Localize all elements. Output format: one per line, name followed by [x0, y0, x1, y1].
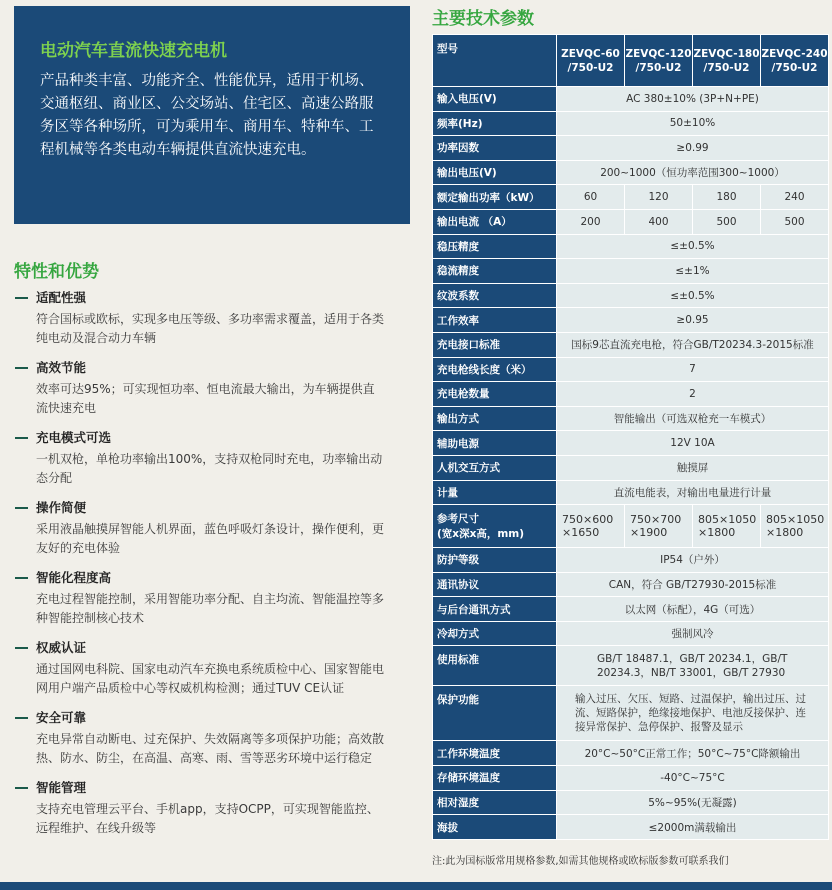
dash-icon — [15, 577, 28, 579]
cell: 500 — [761, 209, 829, 234]
dash-icon — [15, 717, 28, 719]
row-label: 工作效率 — [433, 308, 557, 333]
cell: 60 — [557, 185, 625, 210]
row-value: ≥0.99 — [557, 136, 829, 161]
feature-item — [14, 569, 384, 628]
table-row — [433, 621, 829, 646]
model-header: ZEVQC-180 /750-U2 — [693, 35, 761, 87]
row-label: 稳流精度 — [433, 259, 557, 284]
row-label: 保护功能 — [433, 686, 557, 741]
row-label: 冷却方式 — [433, 621, 557, 646]
row-value: ≥0.95 — [557, 308, 829, 333]
feature-name: 安全可靠 — [36, 710, 87, 725]
table-row — [433, 505, 829, 548]
row-label: 功率因数 — [433, 136, 557, 161]
table-row — [433, 357, 829, 382]
feature-item — [14, 429, 384, 488]
row-label: 充电枪数量 — [433, 382, 557, 407]
feature-name: 适配性强 — [36, 290, 87, 305]
row-value: 直流电能表，对输出电量进行计量 — [557, 480, 829, 505]
dash-icon — [15, 437, 28, 439]
feature-desc: 通过国网电科院、国家电动汽车充换电系统质检中心、国家智能电网用户端产品质检中心等权威机构检测；通过TUV CE认证 — [36, 662, 385, 695]
table-row — [433, 87, 829, 112]
row-value: ≤2000m满载输出 — [557, 815, 829, 840]
table-row — [433, 382, 829, 407]
cell: 120 — [625, 185, 693, 210]
cell: 500 — [693, 209, 761, 234]
cell: 805×1050 ×1800 — [693, 505, 761, 548]
spec-heading: 主要技术参数 — [432, 9, 534, 29]
table-row — [433, 572, 829, 597]
table-row — [433, 406, 829, 431]
product-title: 电动汽车直流快速充电机 — [40, 41, 227, 61]
cell: 750×600 ×1650 — [557, 505, 625, 548]
row-label: 充电枪线长度（米） — [433, 357, 557, 382]
cell: 200 — [557, 209, 625, 234]
feature-desc: 充电过程智能控制，采用智能功率分配、自主均流、智能温控等多种智能控制核心技术 — [36, 592, 385, 625]
cell: 805×1050 ×1800 — [761, 505, 829, 548]
feature-name: 智能管理 — [36, 780, 87, 795]
features-list — [14, 289, 384, 849]
table-row — [433, 455, 829, 480]
table-row — [433, 480, 829, 505]
row-label: 人机交互方式 — [433, 455, 557, 480]
row-label: 充电接口标准 — [433, 332, 557, 357]
intro-panel — [14, 6, 410, 224]
row-value: 智能输出（可选双枪充一车模式） — [557, 406, 829, 431]
dash-icon — [15, 367, 28, 369]
feature-item — [14, 639, 384, 698]
row-value: 200~1000（恒功率范围300~1000） — [557, 160, 829, 185]
feature-desc: 效率可达95%；可实现恒功率、恒电流最大输出，为车辆提供直流快速充电 — [36, 382, 375, 415]
table-row — [433, 790, 829, 815]
feature-name: 高效节能 — [36, 360, 87, 375]
model-header: ZEVQC-240 /750-U2 — [761, 35, 829, 87]
row-value: 输入过压、欠压、短路、过温保护，输出过压、过流、短路保护，绝缘接地保护、电池反接保护、连接异常保护、急停保护、报警及显示 — [557, 686, 829, 741]
table-row — [433, 35, 829, 87]
feature-desc: 一机双枪，单枪功率输出100%，支持双枪同时充电，功率输出动态分配 — [36, 452, 383, 485]
table-row — [433, 209, 829, 234]
row-value: 50±10% — [557, 111, 829, 136]
feature-name: 权威认证 — [36, 640, 87, 655]
row-value: 强制风冷 — [557, 621, 829, 646]
table-row — [433, 686, 829, 741]
row-value: 国标9芯直流充电枪，符合GB/T20234.3-2015标准 — [557, 332, 829, 357]
row-value: CAN，符合 GB/T27930-2015标准 — [557, 572, 829, 597]
cell: 240 — [761, 185, 829, 210]
row-label: 辅助电源 — [433, 431, 557, 456]
feature-desc: 采用液晶触摸屏智能人机界面，蓝色呼吸灯条设计，操作便利，更友好的充电体验 — [36, 522, 385, 555]
table-row — [433, 185, 829, 210]
row-value: -40°C~75°C — [557, 766, 829, 791]
feature-name: 操作简便 — [36, 500, 87, 515]
row-label: 输出电流 （A） — [433, 209, 557, 234]
feature-name: 智能化程度高 — [36, 570, 112, 585]
dash-icon — [15, 297, 28, 299]
row-label: 参考尺寸 (宽x深x高，mm) — [433, 505, 557, 548]
row-value: ≤±1% — [557, 259, 829, 284]
row-value: GB/T 18487.1，GB/T 20234.1，GB/T 20234.3，NB/T 33001，GB/T 27930 — [557, 646, 829, 686]
table-row — [433, 646, 829, 686]
bottom-bar — [0, 882, 832, 890]
row-label: 频率(Hz) — [433, 111, 557, 136]
footnote: 注:此为国标版常用规格参数,如需其他规格或欧标版参数可联系我们 — [432, 856, 729, 867]
feature-item — [14, 289, 384, 348]
spec-table — [432, 34, 829, 840]
row-label: 额定输出功率（kW） — [433, 185, 557, 210]
row-label: 防护等级 — [433, 548, 557, 573]
row-label: 工作环境温度 — [433, 741, 557, 766]
model-label: 型号 — [433, 35, 557, 87]
row-label: 纹波系数 — [433, 283, 557, 308]
cell: 180 — [693, 185, 761, 210]
row-value: 5%~95%(无凝露) — [557, 790, 829, 815]
row-label: 通讯协议 — [433, 572, 557, 597]
row-label: 与后台通讯方式 — [433, 597, 557, 622]
cell: 400 — [625, 209, 693, 234]
feature-desc: 符合国标或欧标，实现多电压等级、多功率需求覆盖，适用于各类纯电动及混合动力车辆 — [36, 312, 385, 345]
features-heading: 特性和优势 — [14, 262, 99, 282]
table-row — [433, 431, 829, 456]
row-value: 2 — [557, 382, 829, 407]
model-header: ZEVQC-60 /750-U2 — [557, 35, 625, 87]
dash-icon — [15, 647, 28, 649]
table-row — [433, 160, 829, 185]
dash-icon — [15, 787, 28, 789]
row-label: 输入电压(V) — [433, 87, 557, 112]
row-value: 12V 10A — [557, 431, 829, 456]
row-value: AC 380±10% (3P+N+PE) — [557, 87, 829, 112]
feature-desc: 充电异常自动断电、过充保护、失效隔离等多项保护功能；高效散热、防水、防尘，在高温、高寒、雨、雪等恶劣环境中运行稳定 — [36, 732, 385, 765]
row-value: ≤±0.5% — [557, 234, 829, 259]
row-label: 使用标准 — [433, 646, 557, 686]
feature-item — [14, 709, 384, 768]
row-value: 7 — [557, 357, 829, 382]
row-value: ≤±0.5% — [557, 283, 829, 308]
table-row — [433, 308, 829, 333]
table-row — [433, 111, 829, 136]
table-row — [433, 766, 829, 791]
cell: 750×700 ×1900 — [625, 505, 693, 548]
model-header: ZEVQC-120 /750-U2 — [625, 35, 693, 87]
row-value: 20°C~50°C正常工作；50°C~75°C降额输出 — [557, 741, 829, 766]
table-row — [433, 815, 829, 840]
row-value: IP54（户外） — [557, 548, 829, 573]
product-description: 产品种类丰富、功能齐全、性能优异，适用于机场、交通枢纽、商业区、公交场站、住宅区、高速公路服务区等各种场所，可为乘用车、商用车、特种车、工程机械等各类电动车辆提供直流快速充电。 — [40, 73, 374, 158]
feature-item — [14, 779, 384, 838]
row-label: 计量 — [433, 480, 557, 505]
row-label: 稳压精度 — [433, 234, 557, 259]
table-row — [433, 597, 829, 622]
table-row — [433, 741, 829, 766]
feature-item — [14, 359, 384, 418]
feature-item — [14, 499, 384, 558]
row-label: 存储环境温度 — [433, 766, 557, 791]
row-label: 输出方式 — [433, 406, 557, 431]
table-row — [433, 332, 829, 357]
table-row — [433, 283, 829, 308]
row-label: 海拔 — [433, 815, 557, 840]
table-row — [433, 136, 829, 161]
row-value: 以太网（标配），4G（可选） — [557, 597, 829, 622]
row-label: 相对湿度 — [433, 790, 557, 815]
table-row — [433, 548, 829, 573]
dash-icon — [15, 507, 28, 509]
table-row — [433, 259, 829, 284]
feature-desc: 支持充电管理云平台、手机app，支持OCPP，可实现智能监控、远程维护、在线升级等 — [36, 802, 379, 835]
row-value: 触摸屏 — [557, 455, 829, 480]
table-row — [433, 234, 829, 259]
feature-name: 充电模式可选 — [36, 430, 112, 445]
row-label: 输出电压(V) — [433, 160, 557, 185]
